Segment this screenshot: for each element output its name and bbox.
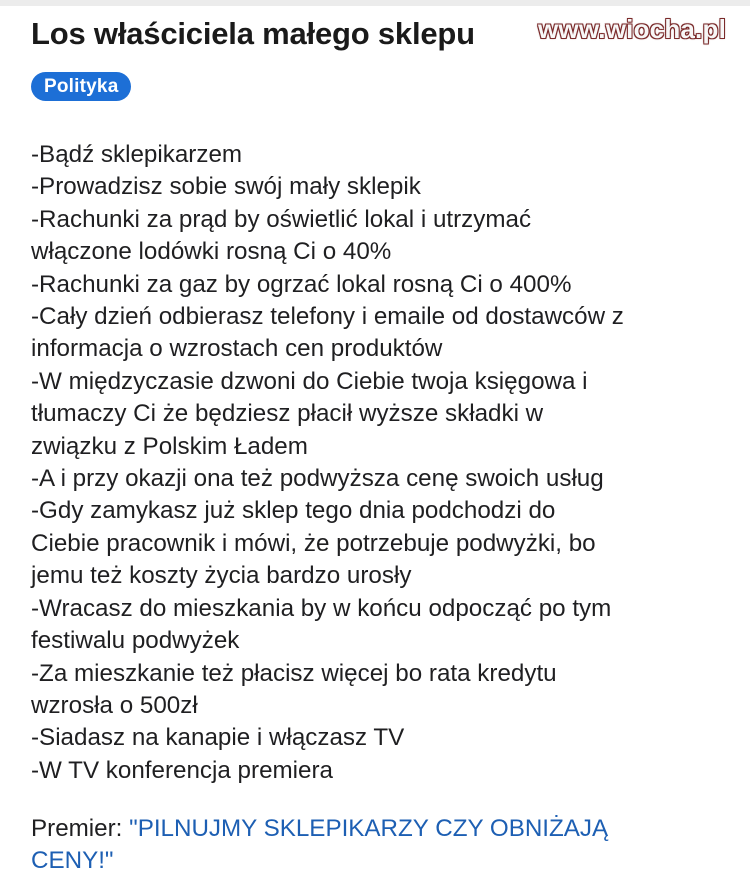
category-tag[interactable]: Polityka <box>31 72 131 101</box>
premier-quote <box>31 813 731 878</box>
quote-text-part2: CENY!" <box>31 847 114 875</box>
body-line: -W TV konferencja premiera <box>31 756 334 784</box>
quote-line <box>31 813 731 845</box>
body-line: związku z Polskim Ładem <box>31 432 308 460</box>
body-line: -Prowadzisz sobie swój mały sklepik <box>31 173 421 201</box>
body-line: -A i przy okazji ona też podwyższa cenę swoich usług <box>31 465 604 493</box>
body-line: -Rachunki za gaz by ogrzać lokal rosną Ci o 400% <box>31 270 572 298</box>
site-watermark: www.wiocha.pl <box>538 14 726 44</box>
body-line: jemu też koszty życia bardzo urosły <box>31 562 412 590</box>
top-divider <box>0 0 750 6</box>
body-line: -Za mieszkanie też płacisz więcej bo rata kredytu <box>31 659 557 687</box>
post-body <box>31 139 731 787</box>
quote-text-part1: "PILNUJMY SKLEPIKARZY CZY OBNIŻAJĄ <box>129 815 609 842</box>
body-line: informacja o wzrostach cen produktów <box>31 335 443 363</box>
body-line: -Gdy zamykasz już sklep tego dnia podchodzi do <box>31 497 556 525</box>
body-line: -Bądź sklepikarzem <box>31 141 243 168</box>
body-line: włączone lodówki rosną Ci o 40% <box>31 238 392 266</box>
body-line: -Wracasz do mieszkania by w końcu odpocząć po tym <box>31 594 612 622</box>
body-line: -Siadasz na kanapie i włączasz TV <box>31 724 405 752</box>
body-line: wzrosła o 500zł <box>31 691 198 719</box>
body-line: tłumaczy Ci że będziesz płacił wyższe składki w <box>31 400 544 428</box>
body-line: Ciebie pracownik i mówi, że potrzebuje podwyżki, bo <box>31 529 596 557</box>
quote-speaker: Premier: <box>31 815 130 842</box>
body-line: -W międzyczasie dzwoni do Ciebie twoja księgowa i <box>31 367 588 395</box>
quote-line <box>31 845 731 877</box>
body-line: festiwalu podwyżek <box>31 627 240 655</box>
post-title: Los właściciela małego sklepu <box>31 16 475 51</box>
body-line: -Rachunki za prąd by oświetlić lokal i utrzymać <box>31 205 532 233</box>
body-line: -Cały dzień odbierasz telefony i emaile od dostawców z <box>31 303 624 331</box>
